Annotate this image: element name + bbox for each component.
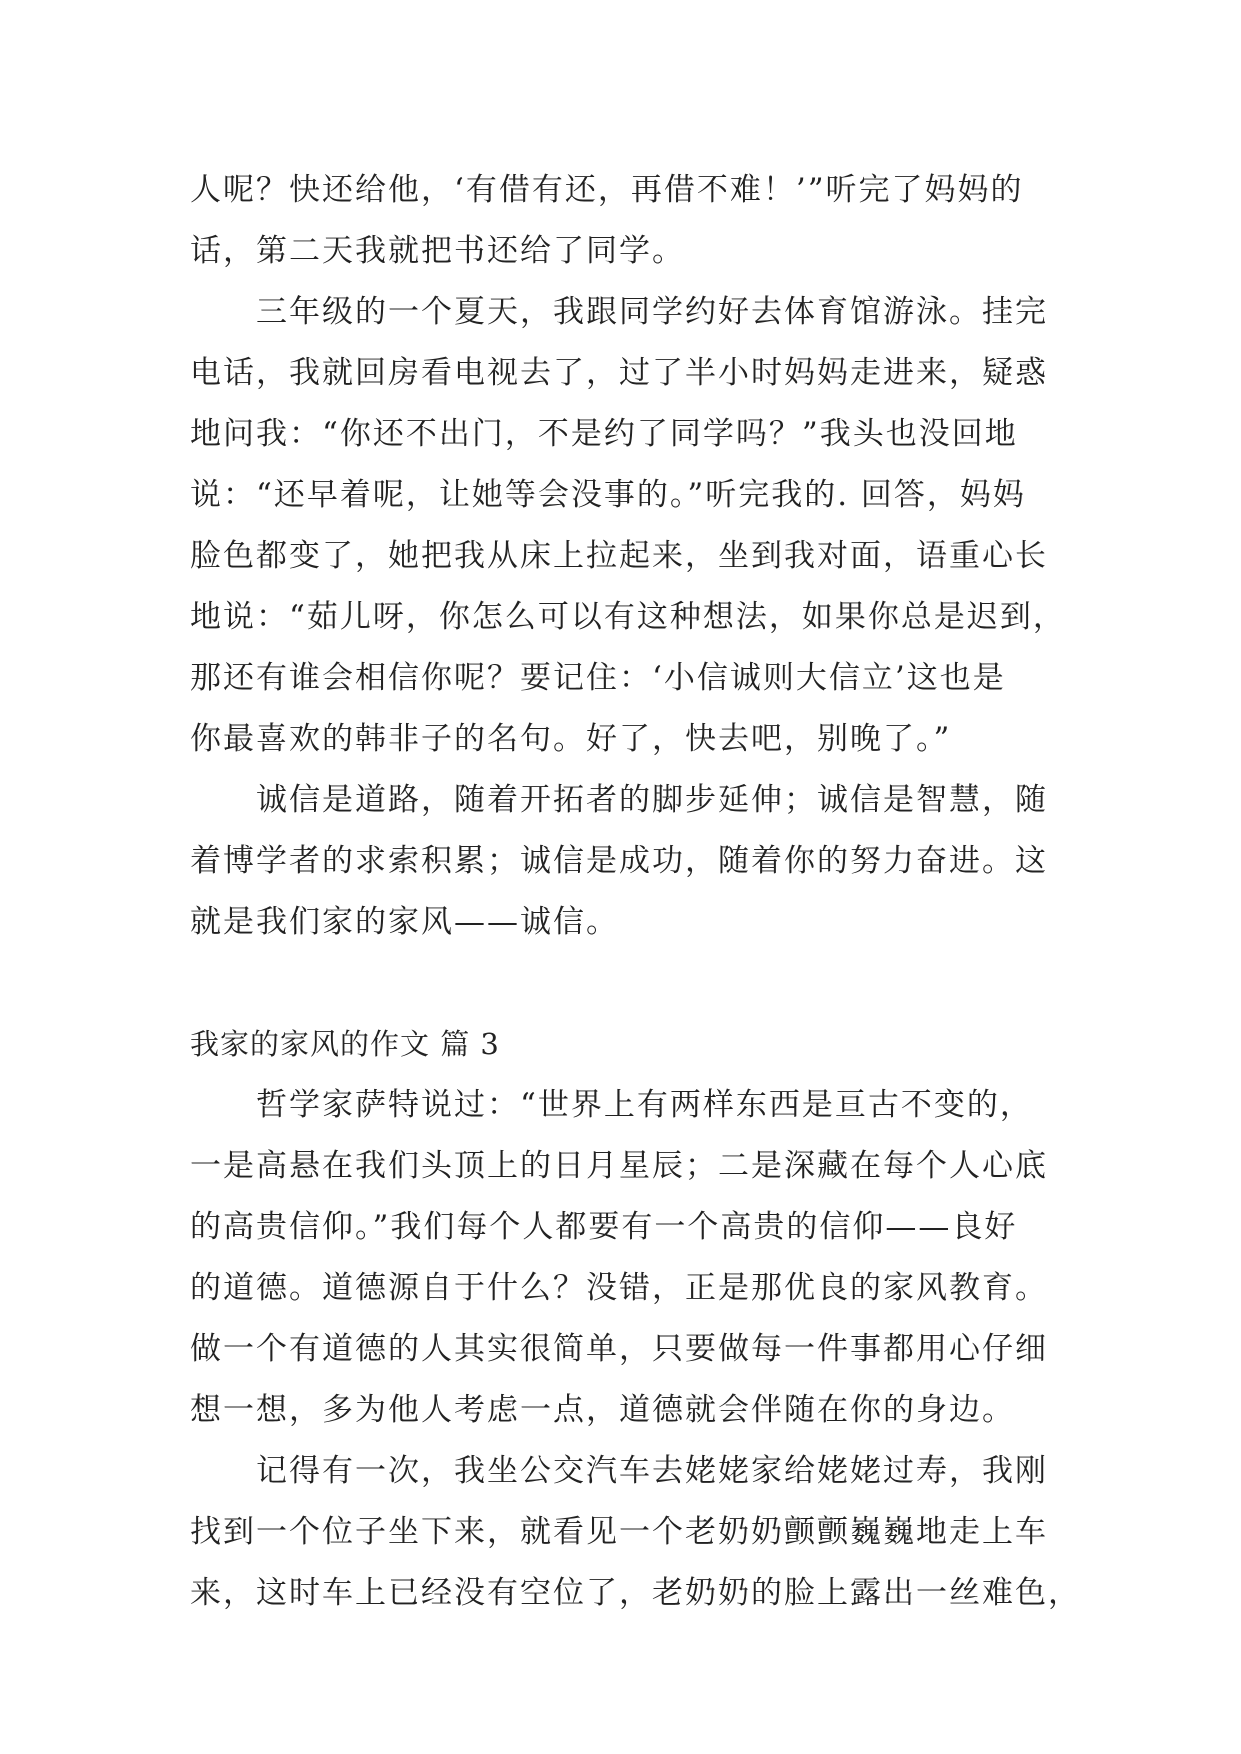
text-line: 找到一个位子坐下来，就看见一个老奶奶颤颤巍巍地走上车 (190, 1514, 1048, 1550)
text-line: 哲学家萨特说过：“世界上有两样东西是亘古不变的， (256, 1087, 1033, 1123)
text-line: 说：“还早着呢，让她等会没事的。”听完我的. 回答，妈妈 (190, 477, 1026, 513)
text-line: 地问我：“你还不出门，不是约了同学吗？”我头也没回地 (190, 416, 1018, 452)
text-line: 话，第二天我就把书还给了同学。 (190, 233, 685, 269)
text-line: 记得有一次，我坐公交汽车去姥姥家给姥姥过寿，我刚 (256, 1453, 1048, 1489)
paragraph-borrowed-book (190, 160, 1070, 282)
text-line: 电话，我就回房看电视去了，过了半小时妈妈走进来，疑惑 (190, 355, 1048, 391)
paragraph-honesty-conclusion (190, 770, 1070, 953)
text-line: 那还有谁会相信你呢？要记住：‘小信诚则大信立’这也是 (190, 660, 1006, 696)
text-line: 诚信是道路，随着开拓者的脚步延伸；诚信是智慧，随 (256, 782, 1048, 818)
paragraph-swimming-appointment (190, 282, 1070, 770)
section-spacer (190, 953, 1070, 1014)
text-line: 着博学者的求索积累；诚信是成功，随着你的努力奋进。这 (190, 843, 1048, 879)
text-line: 的高贵信仰。”我们每个人都要有一个高贵的信仰——良好 (190, 1209, 1018, 1245)
text-line: 想一想，多为他人考虑一点，道德就会伴随在你的身边。 (190, 1392, 1015, 1428)
text-line: 做一个有道德的人其实很简单，只要做每一件事都用心仔细 (190, 1331, 1048, 1367)
text-line: 脸色都变了，她把我从床上拉起来，坐到我对面，语重心长 (190, 538, 1048, 574)
text-line: 来，这时车上已经没有空位了，老奶奶的脸上露出一丝难色， (190, 1575, 1081, 1611)
section-heading: 我家的家风的作文 篇 3 (190, 1027, 500, 1061)
text-line: 就是我们家的家风——诚信。 (190, 904, 619, 940)
text-line: 人呢？快还给他，‘有借有还，再借不难！’”听完了妈妈的 (190, 172, 1024, 208)
text-line: 的道德。道德源自于什么？没错，正是那优良的家风教育。 (190, 1270, 1048, 1306)
paragraph-sartre-quote (190, 1075, 1070, 1441)
text-line: 你最喜欢的韩非子的名句。好了，快去吧，别晚了。” (190, 721, 952, 757)
paragraph-bus-story (190, 1441, 1081, 1624)
text-line: 一是高悬在我们头顶上的日月星辰；二是深藏在每个人心底 (190, 1148, 1048, 1184)
text-line: 三年级的一个夏天，我跟同学约好去体育馆游泳。挂完 (256, 294, 1048, 330)
text-line: 地说：“茹儿呀，你怎么可以有这种想法，如果你总是迟到， (190, 599, 1066, 635)
essay-body (190, 160, 1081, 1624)
